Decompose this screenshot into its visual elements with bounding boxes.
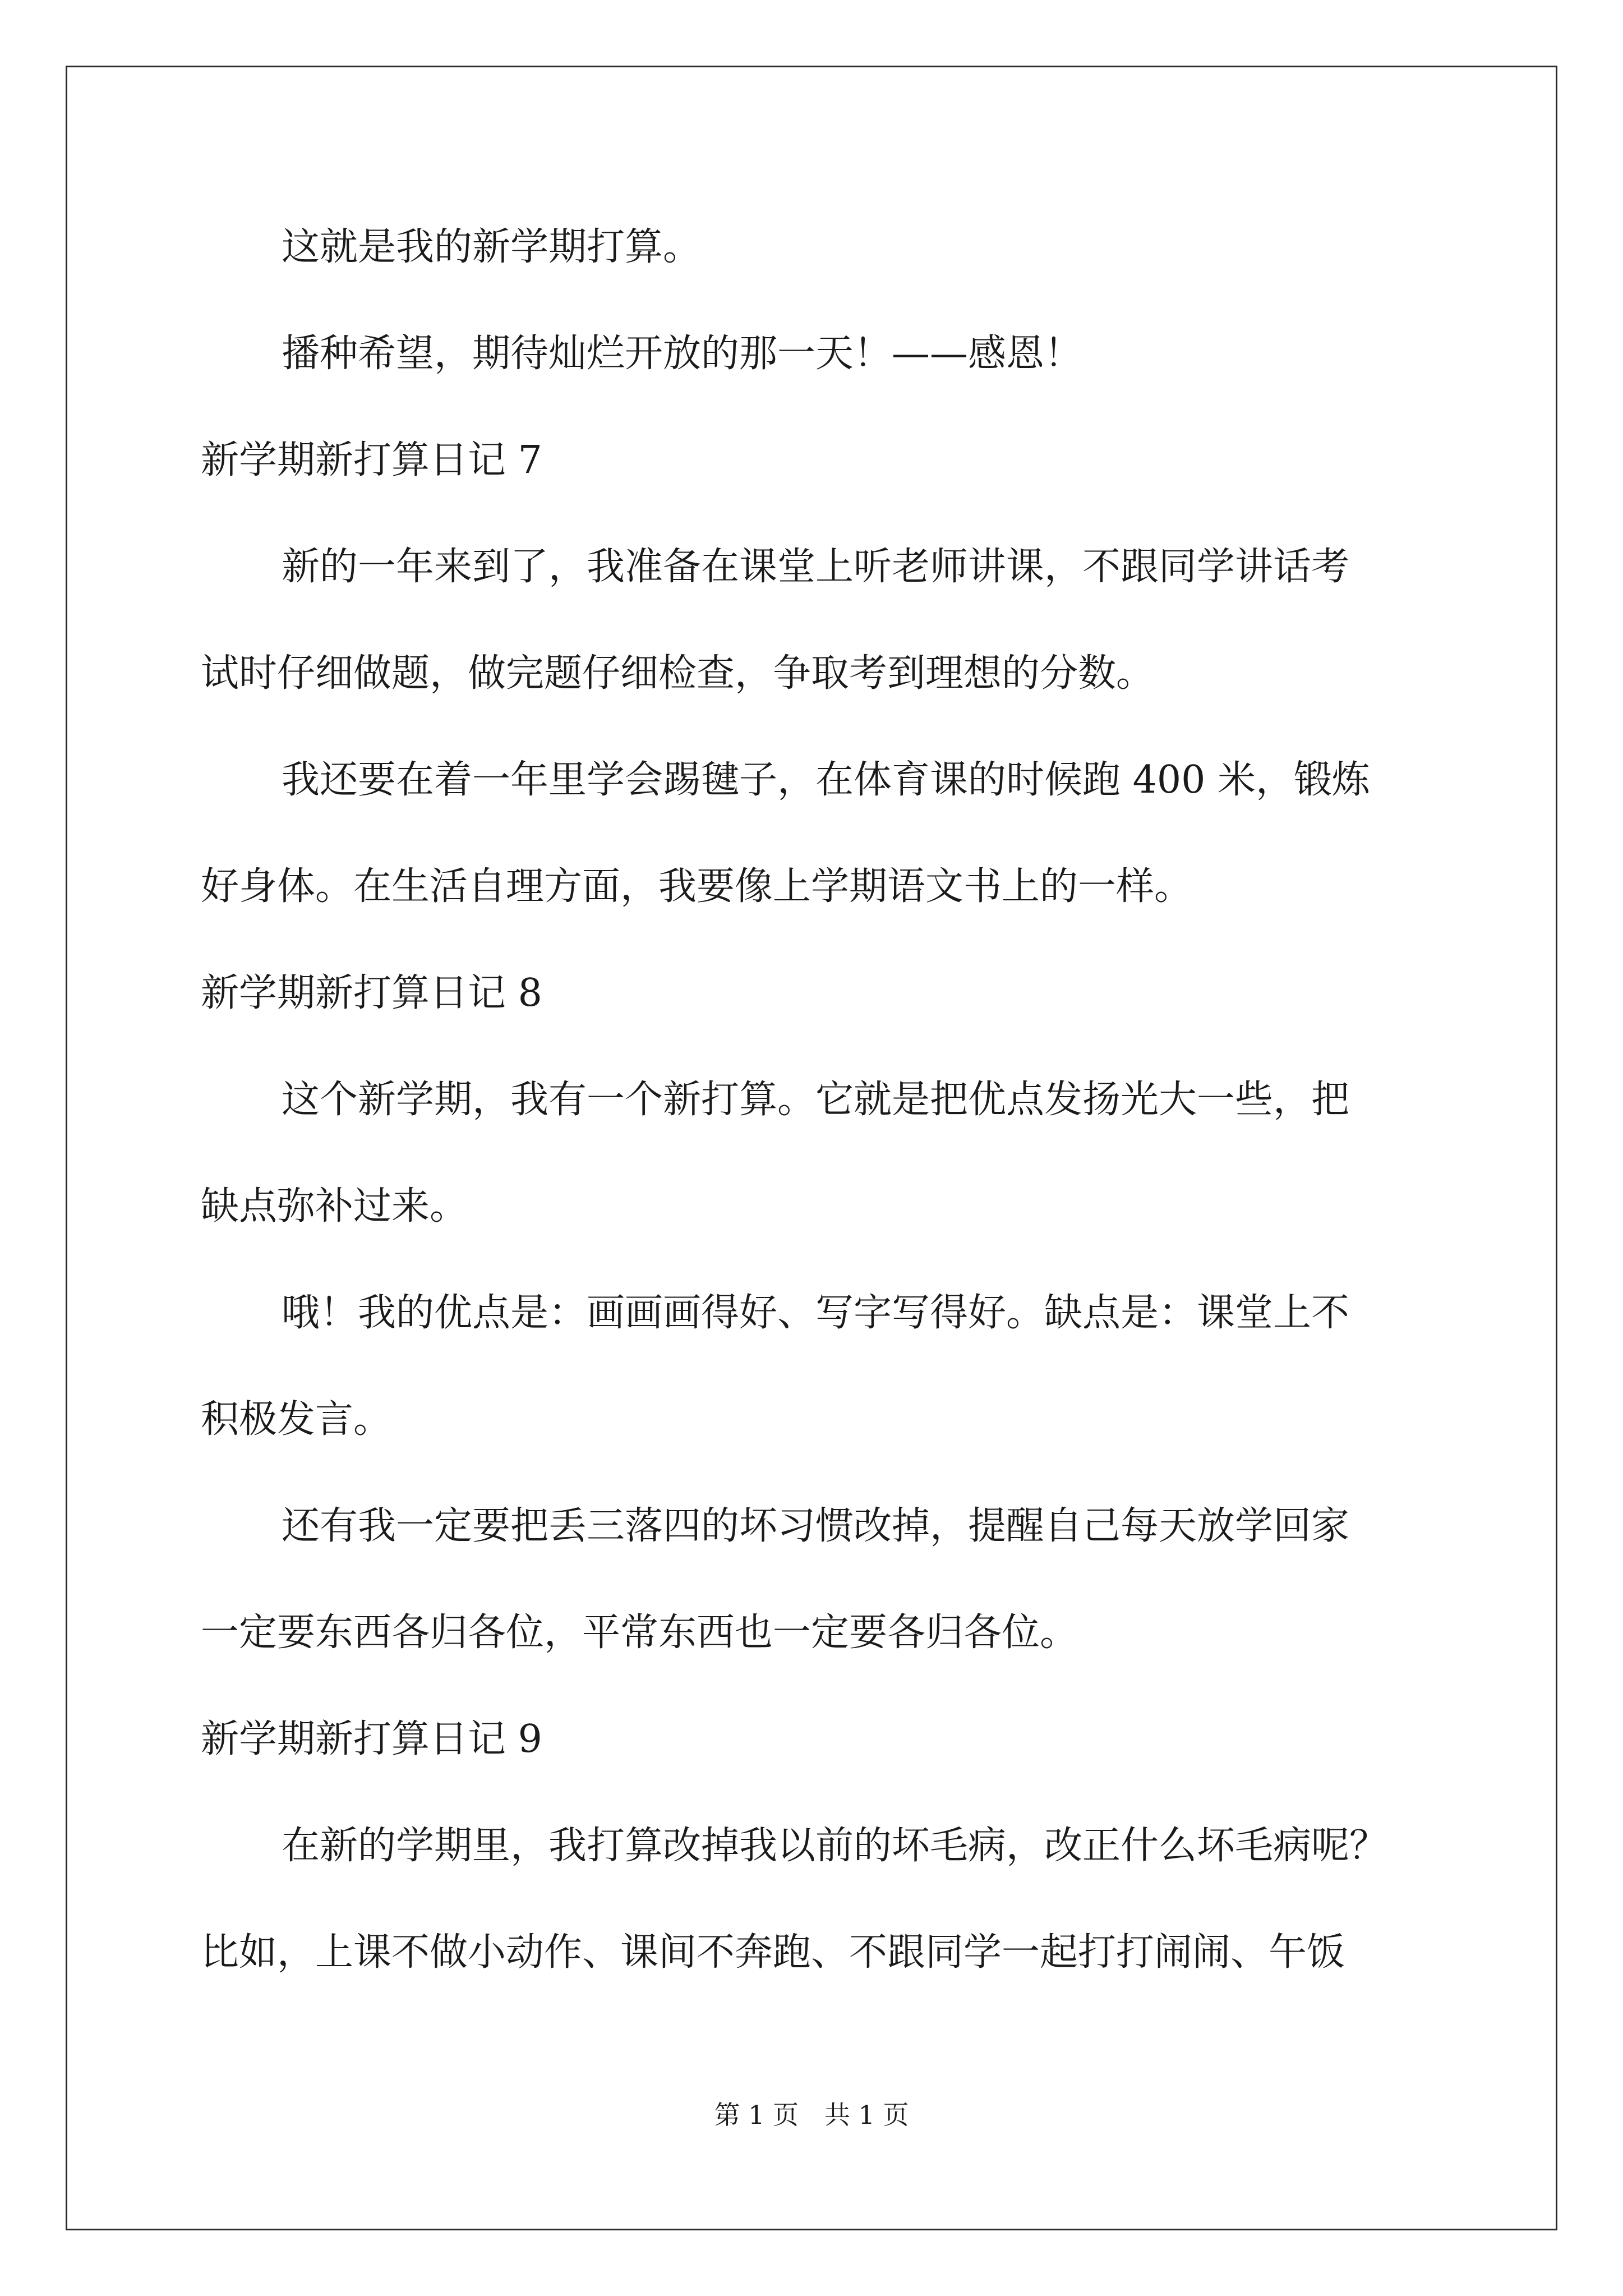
section-heading: 新学期新打算日记 7 <box>201 438 542 482</box>
paragraph-line: 新的一年来到了，我准备在课堂上听老师讲课，不跟同学讲话考 <box>282 545 1350 589</box>
section-heading: 新学期新打算日记 8 <box>201 971 542 1015</box>
paragraph-line: 这就是我的新学期打算。 <box>282 225 702 269</box>
paragraph-line: 比如，上课不做小动作、课间不奔跑、不跟同学一起打打闹闹、午饭 <box>201 1930 1345 1975</box>
paragraph-line: 积极发言。 <box>201 1397 392 1442</box>
paragraph-line: 播种希望，期待灿烂开放的那一天！——感恩！ <box>282 332 1083 376</box>
paragraph-line: 试时仔细做题，做完题仔细检查，争取考到理想的分数。 <box>201 651 1155 696</box>
page-footer <box>0 2095 1623 2132</box>
paragraph-line: 一定要东西各归各位，平常东西也一定要各归各位。 <box>201 1611 1078 1655</box>
paragraph-line: 哦！我的优点是：画画画得好、写字写得好。缺点是：课堂上不 <box>282 1291 1350 1335</box>
paragraph-line: 好身体。在生活自理方面，我要像上学期语文书上的一样。 <box>201 864 1193 909</box>
section-heading: 新学期新打算日记 9 <box>201 1717 542 1761</box>
page-total: 共 1 页 <box>824 2100 909 2130</box>
page-border <box>66 66 1557 2230</box>
paragraph-line: 缺点弥补过来。 <box>201 1184 468 1228</box>
paragraph-line: 还有我一定要把丢三落四的坏习惯改掉，提醒自己每天放学回家 <box>282 1504 1350 1548</box>
paragraph-line: 我还要在着一年里学会踢毽子，在体育课的时候跑 400 米，锻炼 <box>282 758 1371 802</box>
page-number: 第 1 页 <box>714 2100 799 2130</box>
paragraph-line: 这个新学期，我有一个新打算。它就是把优点发扬光大一些，把 <box>282 1078 1350 1122</box>
paragraph-line: 在新的学期里，我打算改掉我以前的坏毛病，改正什么坏毛病呢？ <box>282 1824 1388 1868</box>
